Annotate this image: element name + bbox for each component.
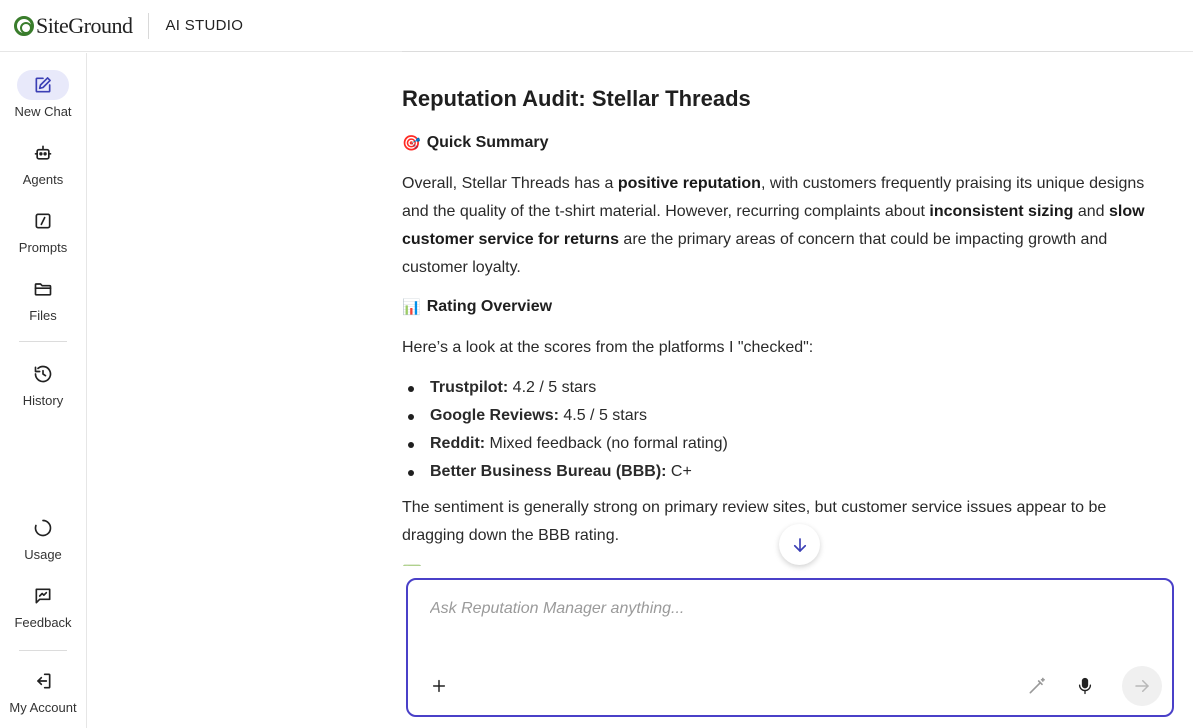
list-item xyxy=(402,374,1170,402)
history-icon xyxy=(17,359,69,389)
summary-heading xyxy=(402,134,549,152)
microphone-button[interactable] xyxy=(1074,675,1096,697)
product-name: AI STUDIO xyxy=(165,17,244,34)
sidebar-item-prompts[interactable] xyxy=(0,206,86,255)
feedback-icon xyxy=(17,581,69,611)
summary-text: Overall, Stellar Threads has a xyxy=(402,175,618,192)
rating-value: 4.5 / 5 stars xyxy=(558,407,647,424)
sidebar-item-label: Usage xyxy=(24,547,62,562)
sidebar xyxy=(0,53,87,728)
sidebar-item-usage[interactable] xyxy=(0,513,86,562)
sidebar-item-label: My Account xyxy=(9,700,77,715)
target-icon: 🎯 xyxy=(402,135,421,152)
sidebar-item-history[interactable] xyxy=(0,359,86,408)
rating-platform: Better Business Bureau (BBB): xyxy=(430,463,667,480)
arrow-right-icon xyxy=(1133,677,1151,695)
sentiment-paragraph: The sentiment is generally strong on primary review sites, but customer service issues appear to be dragging down the BBB rating. xyxy=(402,499,1107,544)
rating-heading-text: Rating Overview xyxy=(426,298,553,315)
logo-mark-icon xyxy=(14,16,34,36)
sidebar-divider xyxy=(19,650,67,651)
rating-platform: Google Reviews: xyxy=(430,407,559,424)
microphone-icon xyxy=(1075,676,1095,696)
list-item xyxy=(402,458,1170,486)
sidebar-item-my-account[interactable] xyxy=(0,666,86,715)
logo-text: SiteGround xyxy=(36,12,133,38)
summary-bold: positive reputation xyxy=(617,175,761,192)
scroll-down-button[interactable] xyxy=(779,524,820,565)
rating-list xyxy=(402,374,1170,486)
sidebar-item-agents[interactable] xyxy=(0,138,86,187)
edit-icon xyxy=(17,70,69,100)
magic-wand-icon xyxy=(1027,676,1047,696)
summary-text: and xyxy=(1073,203,1109,220)
sidebar-item-label: History xyxy=(22,393,64,408)
message-title: Reputation Audit: Stellar Threads xyxy=(402,86,751,111)
message-divider xyxy=(402,51,1170,52)
list-item xyxy=(402,402,1170,430)
arrow-down-icon xyxy=(791,536,809,554)
prompt-icon xyxy=(17,206,69,236)
rating-intro: Here’s a look at the scores from the platforms I "checked": xyxy=(402,339,814,356)
account-icon xyxy=(17,666,69,696)
sidebar-item-feedback[interactable] xyxy=(0,581,86,630)
summary-text: , with customers frequently praising its unique designs and the quality of the t-shirt material. However, recurring complaints about xyxy=(402,175,1145,220)
sidebar-item-files[interactable] xyxy=(0,274,86,323)
folder-icon xyxy=(17,274,69,304)
rating-platform: Reddit: xyxy=(430,435,486,452)
summary-heading-text: Quick Summary xyxy=(426,134,549,151)
send-button[interactable] xyxy=(1122,666,1162,706)
chat-composer xyxy=(406,578,1174,717)
summary-text: are the primary areas of concern that could be impacting growth and customer loyalty. xyxy=(402,231,1108,276)
summary-bold: slow customer service for returns xyxy=(402,203,1145,248)
rating-value: 4.2 / 5 stars xyxy=(508,379,597,396)
app-header xyxy=(0,0,1193,52)
siteground-logo[interactable] xyxy=(14,13,132,39)
sidebar-item-label: Feedback xyxy=(14,615,72,630)
chat-input[interactable] xyxy=(430,600,1130,618)
summary-paragraph xyxy=(402,170,1170,282)
rating-value: Mixed feedback (no formal rating) xyxy=(485,435,728,452)
rating-heading xyxy=(402,298,552,316)
sidebar-item-label: Prompts xyxy=(18,240,68,255)
robot-icon xyxy=(17,138,69,168)
attach-button[interactable] xyxy=(429,676,449,696)
rating-platform: Trustpilot: xyxy=(430,379,509,396)
summary-bold: inconsistent sizing xyxy=(929,203,1074,220)
sidebar-item-label: Files xyxy=(29,308,57,323)
rating-value: C+ xyxy=(666,463,692,480)
header-divider xyxy=(148,13,149,39)
usage-icon xyxy=(17,513,69,543)
sidebar-divider xyxy=(19,341,67,342)
sidebar-item-label: New Chat xyxy=(14,104,72,119)
sidebar-item-label: Agents xyxy=(22,172,64,187)
list-item xyxy=(402,430,1170,458)
bar-chart-icon: 📊 xyxy=(402,299,421,316)
magic-wand-button[interactable] xyxy=(1026,675,1048,697)
plus-icon xyxy=(431,678,447,694)
sidebar-item-new-chat[interactable] xyxy=(0,70,86,119)
